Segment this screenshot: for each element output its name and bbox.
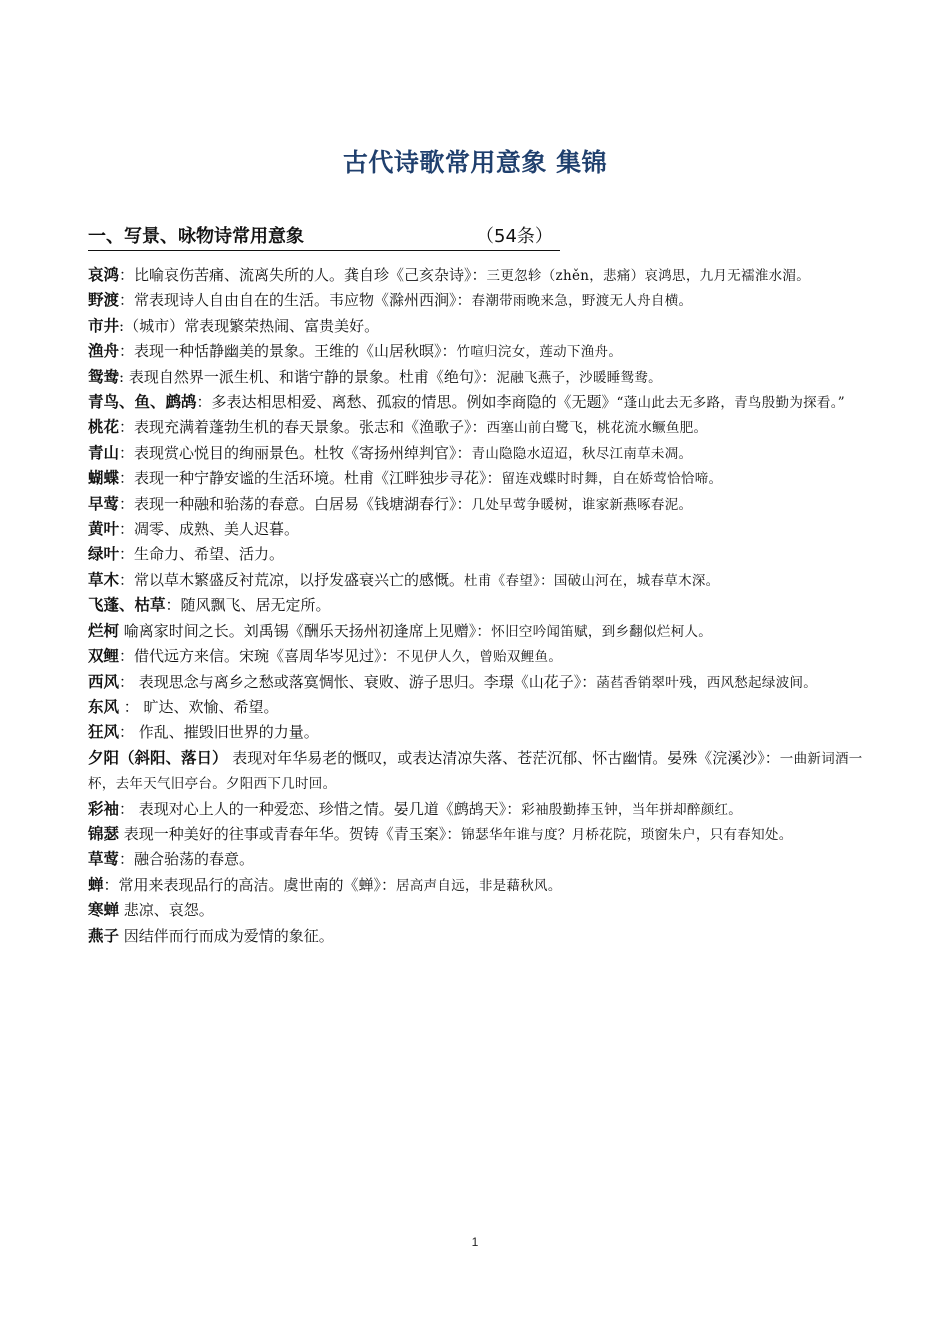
entry-term: 蝴蝶: [88, 469, 120, 488]
list-item: [88, 720, 864, 745]
entry-definition: ：随风飘飞、居无定所。: [165, 596, 331, 615]
entry-definition: ：表现赏心悦目的绚丽景色。杜牧《寄扬州绰判官》：: [119, 443, 472, 462]
entry-definition: ：表现一种融和骀荡的春意。白居易《钱塘湖春行》：: [119, 494, 472, 513]
entry-definition: ： 表现对心上人的一种爱恋、珍惜之情。晏几道《鹧鸪天》：: [119, 799, 522, 818]
entry-quote: 留连戏蝶时时舞，自在娇莺恰恰啼。: [501, 471, 723, 488]
entry-term: 市井: [88, 316, 120, 335]
entry-term: 烂柯: [88, 621, 120, 640]
list-item: [88, 466, 864, 491]
entry-definition: 悲凉、哀怨。: [119, 901, 214, 920]
entry-term: 青鸟、鱼、鹧鸪: [88, 393, 197, 412]
entry-term: 野渡: [88, 291, 120, 310]
entry-quote: 青山隐隐水迢迢，秋尽江南草未凋。: [471, 445, 693, 462]
list-item: [88, 314, 864, 339]
entry-term: 鸳鸯: [88, 367, 120, 386]
entry-definition: ：融合骀荡的春意。: [119, 850, 255, 869]
entry-definition: ：表现一种宁静安谧的生活环境。杜甫《江畔独步寻花》：: [119, 469, 502, 488]
list-item: [88, 695, 864, 720]
entry-term: 青山: [88, 443, 120, 462]
entry-term: 夕阳（斜阳、落日）: [88, 748, 228, 767]
entry-quote: 彩袖殷勤捧玉钟，当年拼却醉颜红。: [521, 801, 743, 818]
entry-quote: “蓬山此去无多路，青鸟殷勤为探看。”: [616, 395, 845, 412]
entry-definition: ：表现一种恬静幽美的景象。王维的《山居秋暝》：: [119, 342, 457, 361]
list-item: [88, 847, 864, 872]
list-item: [88, 517, 864, 542]
entry-quote: 三更忽轸（zhěn，悲痛）哀鸿思，九月无襦淮水湄。: [486, 268, 811, 284]
list-item: [88, 542, 864, 567]
entry-definition: ：常表现诗人自由自在的生活。韦应物《滁州西涧》：: [119, 291, 472, 310]
entry-quote: 竹喧归浣女，莲动下渔舟。: [456, 344, 623, 361]
entry-definition: ：表现充满着蓬勃生机的春天景象。张志和《渔歌子》：: [119, 418, 487, 437]
list-item: [88, 797, 864, 822]
entry-list: [88, 263, 864, 949]
list-item: [88, 263, 864, 288]
entry-term: 燕子: [88, 926, 120, 945]
entry-definition: 表现一种美好的往事或青春年华。贺铸《青玉案》：: [119, 824, 462, 843]
entry-quote: 居高声自远，非是藉秋风。: [396, 877, 562, 894]
entry-term: 西风: [88, 672, 120, 691]
entry-quote: 杜甫《春望》：国破山河在，城春草木深。: [464, 572, 720, 589]
entry-term: 草莺: [88, 850, 120, 869]
section-count: （54条）: [476, 226, 553, 247]
entry-definition: ：生命力、希望、活力。: [119, 545, 285, 564]
entry-term: 东风: [88, 697, 120, 716]
list-item: [88, 746, 864, 797]
entry-term: 桃花: [88, 418, 120, 437]
entry-definition: ：多表达相思相爱、离愁、孤寂的情思。例如李商隐的《无题》: [196, 393, 617, 412]
entry-quote: 锦瑟华年谁与度？月桥花院，琐窗朱户，只有春知处。: [461, 826, 793, 843]
entry-definition: :（城市）常表现繁荣热闹、富贵美好。: [119, 316, 380, 335]
entry-term: 双鲤: [88, 647, 120, 666]
entry-definition: ： 旷达、欢愉、希望。: [119, 697, 279, 716]
list-item: [88, 339, 864, 364]
entry-term: 早莺: [88, 494, 120, 513]
list-item: [88, 644, 864, 669]
list-item: [88, 415, 864, 440]
list-item: [88, 898, 864, 923]
entry-definition: ：凋零、成熟、美人迟暮。: [119, 520, 300, 539]
entry-definition: ：比喻哀伤苦痛、流离失所的人。龚自珍《己亥杂诗》：: [119, 266, 487, 284]
list-item: [88, 365, 864, 390]
section-heading: [88, 222, 560, 251]
list-item: [88, 670, 864, 695]
section-heading-text: 一、写景、咏物诗常用意象: [88, 226, 304, 247]
entry-term: 黄叶: [88, 520, 120, 539]
entry-definition: 喻离家时间之长。刘禹锡《酬乐天扬州初逢席上见赠》：: [119, 621, 492, 640]
entry-quote: 春潮带雨晚来急，野渡无人舟自横。: [471, 293, 693, 310]
entry-term: 狂风: [88, 723, 120, 742]
entry-definition: : 表现自然界一派生机、和谐宁静的景象。杜甫《绝句》：: [119, 367, 497, 386]
entry-quote: 一曲新词酒一杯，去年天气旧亭台。夕阳西下几时回。: [88, 750, 863, 793]
entry-quote: 不见伊人久，曾贻双鲤鱼。: [396, 649, 563, 666]
list-item: [88, 288, 864, 313]
entry-definition: ： 表现思念与离乡之愁或落寞惆怅、衰败、游子思归。李璟《山花子》：: [119, 672, 597, 691]
entry-quote: 泥融飞燕子，沙暖睡鸳鸯。: [496, 369, 662, 386]
list-item: [88, 619, 864, 644]
list-item: [88, 390, 864, 415]
list-item: [88, 568, 864, 593]
list-item: [88, 873, 864, 898]
entry-definition: ：常以草木繁盛反衬荒凉，以抒发盛衰兴亡的感慨。: [119, 570, 465, 589]
page-number: 1: [471, 1235, 479, 1249]
entry-term: 飞蓬、枯草: [88, 596, 166, 615]
entry-definition: ：常用来表现品行的高洁。虞世南的《蝉》：: [103, 875, 397, 894]
entry-definition: ： 作乱、摧毁旧世界的力量。: [119, 723, 319, 742]
list-item: [88, 441, 864, 466]
entry-term: 彩袖: [88, 799, 120, 818]
entry-term: 渔舟: [88, 342, 120, 361]
list-item: [88, 924, 864, 949]
list-item: [88, 593, 864, 618]
entry-quote: 西塞山前白鹭飞，桃花流水鳜鱼肥。: [486, 420, 708, 437]
list-item: [88, 822, 864, 847]
entry-term: 草木: [88, 570, 120, 589]
list-item: [88, 492, 864, 517]
entry-definition: 因结伴而行而成为爱情的象征。: [119, 926, 334, 945]
entry-quote: 几处早莺争暖树，谁家新燕啄春泥。: [471, 496, 693, 513]
entry-term: 哀鸿: [88, 266, 120, 284]
entry-term: 锦瑟: [88, 824, 120, 843]
entry-definition: ：借代远方来信。宋琬《喜周华岑见过》：: [119, 647, 397, 666]
entry-term: 绿叶: [88, 545, 120, 564]
entry-quote: 菡萏香销翠叶残，西风愁起绿波间。: [596, 674, 818, 691]
entry-term: 寒蝉: [88, 901, 120, 920]
entry-definition: 表现对年华易老的慨叹，或表达清凉失落、苍茫沉郁、怀古幽情。晏殊《浣溪沙》：: [227, 748, 780, 767]
page-title: 古代诗歌常用意象 集锦: [342, 148, 608, 177]
entry-term: 蝉: [88, 875, 104, 894]
entry-quote: 怀旧空吟闻笛赋，到乡翻似烂柯人。: [491, 623, 713, 640]
